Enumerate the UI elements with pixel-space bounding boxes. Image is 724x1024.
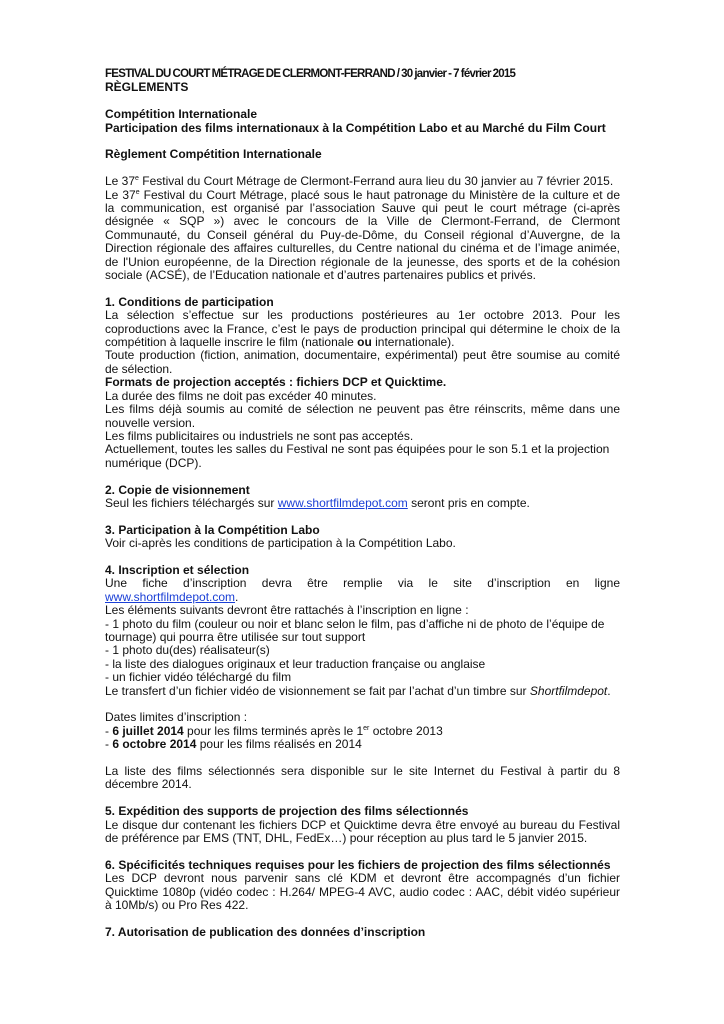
section-5-title: 5. Expédition des supports de projection des films sélectionnés bbox=[105, 804, 469, 819]
section-4-title: 4. Inscription et sélection bbox=[105, 562, 250, 577]
section-5-text: Le disque dur contenant les fichiers DCP et Quicktime devra être envoyé au bureau du Festival de préférence par EMS (TNT, DHL, FedEx…) pour réception au plus tard le 5 janvier 2015. bbox=[105, 817, 620, 845]
list-item: - un fichier vidéo téléchargé du film bbox=[105, 670, 292, 685]
section-2-text: Seul les fichiers téléchargés sur www.shortfilmdepot.com seront pris en compte. bbox=[105, 495, 530, 510]
section-1-paragraph-5: Les films publicitaires ou industriels ne sont pas acceptés. bbox=[105, 428, 414, 443]
deadline-2: - 6 octobre 2014 pour les films réalisés en 2014 bbox=[105, 737, 362, 752]
section-4-transfer: Le transfert d’un fichier vidéo de visionnement se fait par l’achat d’un timbre sur Shortfilmdepot. bbox=[105, 683, 611, 698]
section-6-title: 6. Spécificités techniques requises pour les fichiers de projection des films sélectionnés bbox=[105, 857, 611, 872]
section-4-paragraph-2: Les éléments suivants devront être rattachés à l’inscription en ligne : bbox=[105, 603, 469, 618]
section-7-title: 7. Autorisation de publication des données d’inscription bbox=[105, 924, 426, 939]
list-item: - la liste des dialogues originaux et leur traduction française ou anglaise bbox=[105, 656, 486, 671]
intro-paragraph-2: Le 37e Festival du Court Métrage, placé sous le haut patronage du Ministère de la culture et de la communication, est organisé par l’association Sauve qui peut le court métrage (ci-après désignée « SQP ») avec le concours de la Ville de Clermont-Ferrand, de Clermont Communauté, du Conseil général du Puy-de-Dôme, du Conseil régional d’Auvergne, de la Direction régionale des affaires culturelles, du Centre national du cinéma et de l’image animée, de l'Union européenne, de la Direction régionale de la jeunesse, des sports et de la cohésion sociale (ACSÉ), de l’Education nationale et d’autres partenaires publics et privés. bbox=[105, 187, 620, 283]
section-1-paragraph-1: La sélection s’effectue sur les productions postérieures au 1er octobre 2013. Pour les coproductions avec la France, c’est le pays de production principal qui détermine le choix de la compétition à laquelle inscrire le film (nationale ou internationale). bbox=[105, 308, 620, 350]
attachment-list bbox=[105, 618, 620, 685]
intro-paragraph-1: Le 37e Festival du Court Métrage de Clermont-Ferrand aura lieu du 30 janvier au 7 février 2015. bbox=[105, 174, 614, 189]
competition-heading: Compétition Internationale bbox=[105, 107, 258, 122]
festival-header-title: FESTIVAL DU COURT MÉTRAGE DE CLERMONT-FERRAND / 30 janvier - 7 février 2015 bbox=[105, 68, 516, 80]
regulations-heading: RÈGLEMENTS bbox=[105, 80, 189, 95]
section-1-paragraph-2: Toute production (fiction, animation, documentaire, expérimental) peut être soumise au comité de sélection. bbox=[105, 348, 620, 376]
section-1-paragraph-6: Actuellement, toutes les salles du Festival ne sont pas équipées pour le son 5.1 et la projection numérique (DCP). bbox=[105, 442, 610, 470]
participation-heading: Participation des films internationaux à la Compétition Labo et au Marché du Film Court bbox=[105, 120, 606, 135]
section-1-formats: Formats de projection acceptés : fichiers DCP et Quicktime. bbox=[105, 375, 447, 390]
section-title-reglement: Règlement Compétition Internationale bbox=[105, 147, 322, 162]
document-page bbox=[105, 68, 620, 939]
shortfilmdepot-link[interactable]: www.shortfilmdepot.com bbox=[277, 495, 408, 510]
deadlines-label: Dates limites d’inscription : bbox=[105, 710, 248, 725]
section-4-link-line: www.shortfilmdepot.com. bbox=[105, 589, 239, 604]
section-3-text: Voir ci-après les conditions de participation à la Compétition Labo. bbox=[105, 536, 456, 551]
section-2-title: 2. Copie de visionnement bbox=[105, 482, 250, 497]
deadline-1: - 6 juillet 2014 pour les films terminés après le 1er octobre 2013 bbox=[105, 723, 443, 738]
section-3-title: 3. Participation à la Compétition Labo bbox=[105, 522, 320, 537]
list-item: - 1 photo du(des) réalisateur(s) bbox=[105, 643, 270, 658]
section-1-paragraph-3: La durée des films ne doit pas excéder 40 minutes. bbox=[105, 388, 377, 403]
shortfilmdepot-link-2[interactable]: www.shortfilmdepot.com bbox=[105, 589, 236, 604]
section-1-title: 1. Conditions de participation bbox=[105, 294, 274, 309]
section-1-paragraph-4: Les films déjà soumis au comité de sélection ne peuvent pas être réinscrits, même dans une nouvelle version. bbox=[105, 402, 620, 430]
list-item: - 1 photo du film (couleur ou noir et blanc selon le film, pas d’affiche ni de photo de l’équipe de tournage) qui pourra être utilisée sur tout support bbox=[105, 616, 605, 644]
section-6-text: Les DCP devront nous parvenir sans clé KDM et devront être accompagnés d’un fichier Quicktime 1080p (vidéo codec : H.264/ MPEG-4 AVC, audio codec : AAC, débit vidéo supérieur à 10Mb/s) ou Pro Res 422. bbox=[105, 871, 620, 913]
section-4-paragraph-1: Une fiche d’inscription devra être remplie via le site d’inscription en ligne bbox=[105, 576, 620, 591]
selection-note: La liste des films sélectionnés sera disponible sur le site Internet du Festival à partir du 8 décembre 2014. bbox=[105, 763, 620, 792]
